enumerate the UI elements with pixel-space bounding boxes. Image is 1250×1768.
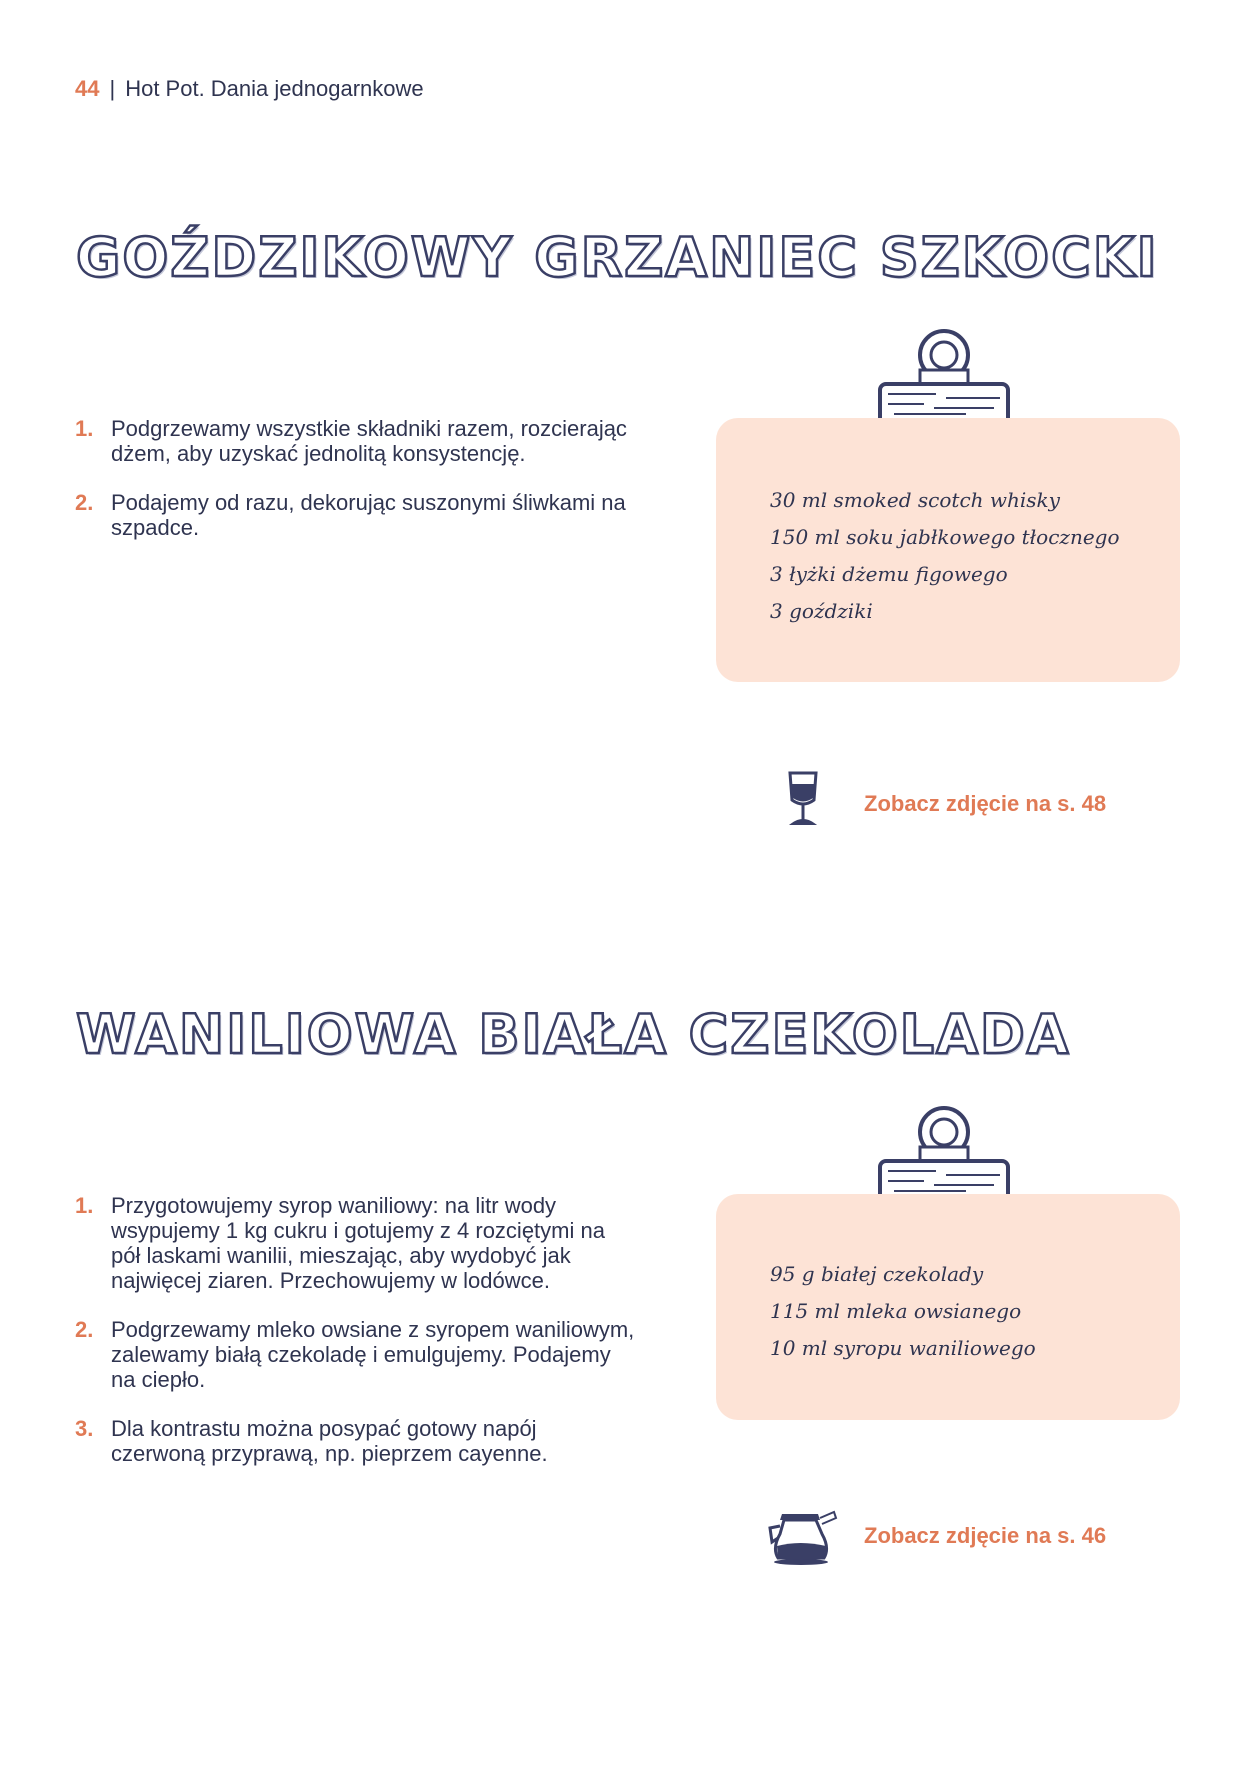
recipe-title: WANILIOWA BIAŁA CZEKOLADA: [76, 1003, 1071, 1066]
step-text: Podgrzewamy wszystkie składniki razem, rozcierając dżem, aby uzyskać jednolitą konsystencję.: [111, 416, 627, 466]
step-number: 2.: [75, 1317, 94, 1342]
wine-glass-icon: [786, 770, 820, 828]
step-item: [75, 1193, 635, 1293]
clipboard-clip-icon: [876, 328, 1012, 430]
ingredients-card: [716, 418, 1180, 682]
page-number: 44: [75, 76, 100, 101]
recipe-steps: [75, 1193, 635, 1490]
step-number: 2.: [75, 490, 94, 515]
step-item: [75, 1317, 635, 1392]
ingredient-item: 30 ml smoked scotch whisky: [770, 488, 1060, 512]
step-text: Dla kontrastu można posypać gotowy napój czerwoną przyprawą, np. pieprzem cayenne.: [111, 1416, 548, 1466]
ingredient-item: 95 g białej czekolady: [770, 1262, 984, 1286]
step-text: Podgrzewamy mleko owsiane z syropem waniliowym, zalewamy białą czekoladę i emulgujemy. Podajemy na ciepło.: [111, 1317, 635, 1392]
step-item: [75, 416, 635, 466]
ingredient-item: 3 goździki: [770, 599, 873, 623]
recipe-title: GOŹDZIKOWY GRZANIEC SZKOCKI: [76, 226, 1159, 289]
ingredient-item: 115 ml mleka owsianego: [770, 1299, 1022, 1323]
clipboard-clip-icon: [876, 1105, 1012, 1207]
recipe-steps: [75, 416, 635, 564]
book-title: Hot Pot. Dania jednogarnkowe: [125, 76, 424, 101]
page-header: [75, 76, 424, 102]
step-item: [75, 490, 635, 540]
ingredient-item: 10 ml syropu waniliowego: [770, 1336, 1036, 1360]
ingredient-item: 150 ml soku jabłkowego tłocznego: [770, 525, 1120, 549]
step-number: 1.: [75, 1193, 94, 1218]
step-text: Przygotowujemy syrop waniliowy: na litr wody wsypujemy 1 kg cukru i gotujemy z 4 rozciętymi na pół laskami wanilii, mieszając, aby wydobyć jak najwięcej ziaren. Przechowujemy w lodówce.: [111, 1193, 605, 1293]
step-number: 1.: [75, 416, 94, 441]
ingredients-card: [716, 1194, 1180, 1420]
ingredients-list: [770, 482, 1120, 630]
see-photo-link[interactable]: Zobacz zdjęcie na s. 46: [864, 1523, 1107, 1548]
see-photo-link[interactable]: Zobacz zdjęcie na s. 48: [864, 791, 1107, 816]
ingredients-list: [770, 1256, 1036, 1367]
step-text: Podajemy od razu, dekorując suszonymi śliwkami na szpadce.: [111, 490, 626, 540]
step-number: 3.: [75, 1416, 94, 1441]
coffee-pot-icon: [768, 1508, 840, 1566]
step-item: [75, 1416, 635, 1466]
header-separator: |: [109, 76, 116, 101]
ingredient-item: 3 łyżki dżemu figowego: [770, 562, 1008, 586]
